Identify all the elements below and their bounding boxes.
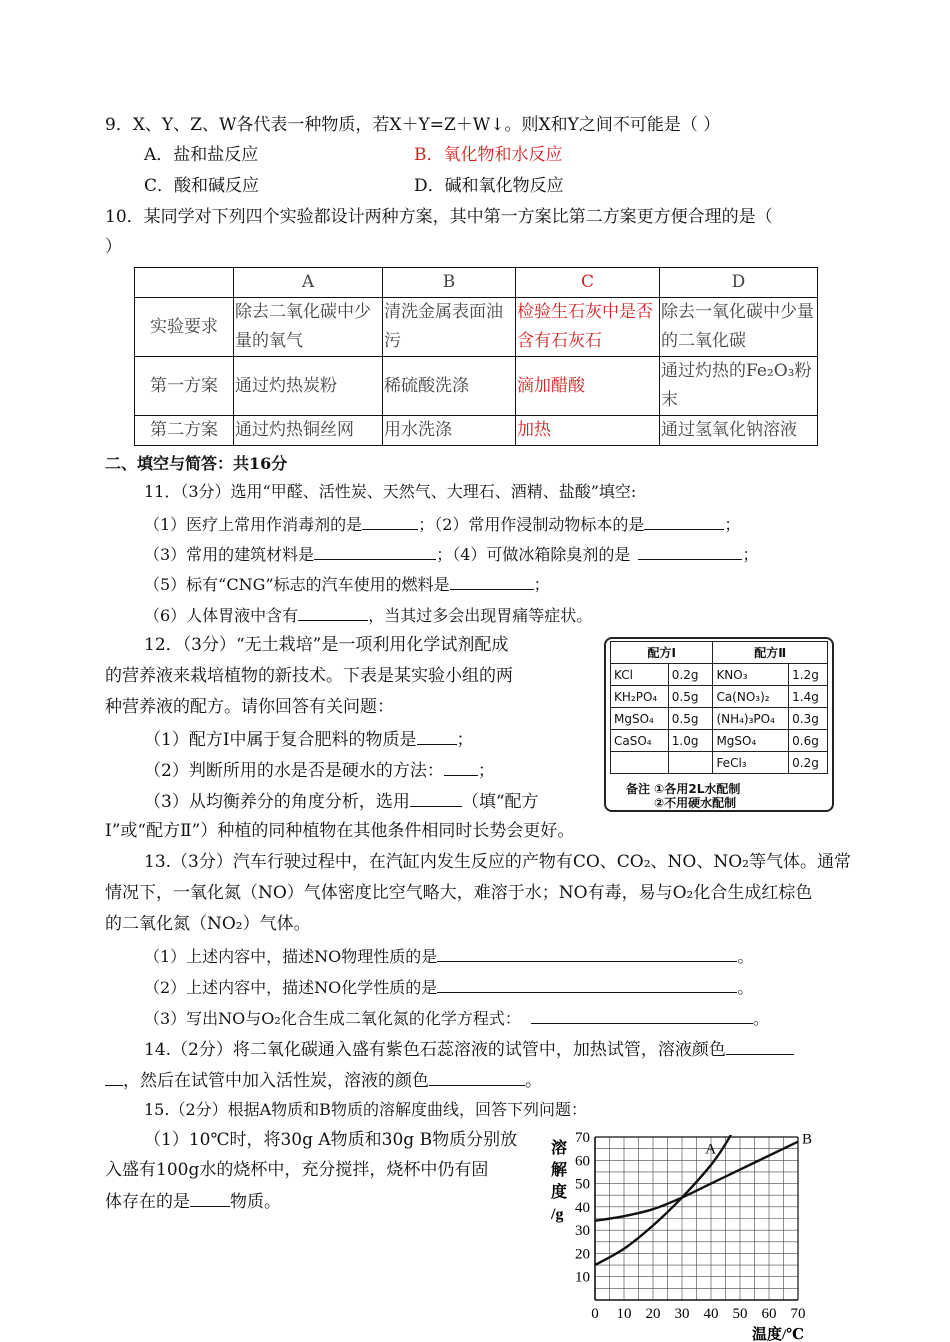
y-tick-label: 50 xyxy=(575,1176,590,1193)
formula-header-1: 配方Ⅰ xyxy=(611,642,713,664)
q13-sub3-text: （3）写出NO与O₂化合生成二氧化氮的化学方程式： xyxy=(144,1009,521,1028)
table-cell: 0.3g xyxy=(789,708,828,730)
q14-line2 xyxy=(105,1067,542,1093)
table-cell: KNO₃ xyxy=(713,664,789,686)
series-label-B: B xyxy=(802,1131,813,1148)
y-tick-label: 60 xyxy=(575,1153,590,1170)
answer-blank[interactable] xyxy=(410,788,462,807)
table-cell: 清洗金属表面油污 xyxy=(383,298,516,357)
x-tick-label: 30 xyxy=(674,1306,690,1322)
q11-part5: （5）标有“CNG”标志的汽车使用的燃料是 xyxy=(144,575,450,594)
nutrient-formula-table xyxy=(604,637,834,812)
x-tick-label: 10 xyxy=(616,1306,632,1322)
q12-text: Ⅰ”或“配方Ⅱ”）种植的同种植物在其他条件相同时长势会更好。 xyxy=(105,821,575,841)
q9-stem: 9．X、Y、Z、W各代表一种物质，若X＋Y=Z＋W↓。则X和Y之间不可能是（ ） xyxy=(105,115,721,135)
q11-punct: ； xyxy=(742,545,759,564)
answer-blank[interactable] xyxy=(298,602,368,621)
q14-line1 xyxy=(144,1036,794,1062)
table-cell: 0.5g xyxy=(668,708,713,730)
table-header-cell: D xyxy=(660,268,818,298)
x-tick-label: 50 xyxy=(732,1306,748,1322)
q15-line4 xyxy=(105,1188,281,1214)
solubility-chart xyxy=(540,1125,830,1342)
x-tick-label: 0 xyxy=(591,1306,599,1322)
answer-blank[interactable] xyxy=(429,1067,525,1086)
y-tick-label: 70 xyxy=(575,1130,590,1146)
answer-blank[interactable] xyxy=(314,541,436,560)
table-cell: 加热 xyxy=(516,416,660,446)
y-label-char: 度 xyxy=(551,1184,568,1201)
table-row xyxy=(135,298,818,357)
y-tick-label: 20 xyxy=(575,1246,590,1263)
table-cell: 1.4g xyxy=(789,686,828,708)
q15-text: （1）10℃时，将30g A物质和30g B物质分别放 xyxy=(144,1130,518,1150)
answer-blank[interactable] xyxy=(644,511,724,530)
q13-sub1-text: （1）上述内容中，描述NO物理性质的是 xyxy=(144,947,438,966)
q13-sub2-text: （2）上述内容中，描述NO化学性质的是 xyxy=(144,978,438,997)
table-row xyxy=(135,416,818,446)
table-header-row xyxy=(135,268,818,298)
x-tick-label: 60 xyxy=(761,1306,777,1322)
q11-part2: ；（2）常用作浸制动物标本的是 xyxy=(418,515,645,534)
y-tick-label: 40 xyxy=(575,1199,590,1216)
chart-grid xyxy=(595,1137,798,1300)
formula-header-2: 配方Ⅱ xyxy=(713,642,828,664)
x-tick-label: 70 xyxy=(790,1306,806,1322)
y-label-char: 溶 xyxy=(551,1140,568,1157)
answer-blank[interactable] xyxy=(531,1005,753,1024)
table-cell: Ca(NO₃)₂ xyxy=(713,686,789,708)
table-header-cell: C xyxy=(516,268,660,298)
table-cell: KH₂PO₄ xyxy=(611,686,669,708)
q13-punct: 。 xyxy=(752,1009,769,1028)
table-cell: 0.2g xyxy=(668,664,713,686)
table-cell: 1.0g xyxy=(668,730,713,752)
table-cell: 通过灼热的Fe₂O₃粉末 xyxy=(660,357,818,416)
x-tick-label: 40 xyxy=(703,1306,719,1322)
q11-part7: ，当其过多会出现胃痛等症状。 xyxy=(368,606,593,625)
section-heading: 二、填空与简答：共16分 xyxy=(105,454,288,473)
q12-punct: ； xyxy=(477,761,495,781)
answer-blank[interactable] xyxy=(190,1188,230,1207)
q11-part1: （1）医疗上常用作消毒剂的是 xyxy=(144,515,363,534)
y-label-char: /g xyxy=(551,1206,564,1223)
x-tick-label: 20 xyxy=(645,1306,661,1322)
table-cell: 通过灼热铜丝网 xyxy=(234,416,383,446)
q12-sub3-text: （3）从均衡养分的角度分析，选用 xyxy=(144,792,410,812)
answer-blank[interactable] xyxy=(105,1067,123,1086)
table-cell: CaSO₄ xyxy=(611,730,669,752)
table-cell: 0.6g xyxy=(789,730,828,752)
q11-part6: （6）人体胃液中含有 xyxy=(144,606,299,625)
series-label-A: A xyxy=(705,1141,717,1158)
q15-text: 入盛有100g水的烧杯中，充分搅拌，烧杯中仍有固 xyxy=(105,1160,489,1180)
q13-text: 情况下，一氧化氮（NO）气体密度比空气略大，难溶于水；NO有毒，易与O₂化合生成红棕色 xyxy=(105,883,813,903)
q12-sub2 xyxy=(144,757,495,783)
answer-blank[interactable] xyxy=(444,757,478,776)
q13-punct: 。 xyxy=(737,947,754,966)
table-cell: MgSO₄ xyxy=(611,708,669,730)
answer-blank[interactable] xyxy=(726,1036,794,1055)
formula-note xyxy=(626,782,740,810)
q14-text: 14.（2分）将二氧化碳通入盛有紫色石蕊溶液的试管中，加热试管，溶液颜色 xyxy=(144,1040,726,1060)
table-cell: 0.5g xyxy=(668,686,713,708)
table-row xyxy=(611,730,828,752)
table-row xyxy=(611,752,828,774)
q11-part4: ；（4）可做冰箱除臭剂的是 xyxy=(436,545,631,564)
q13-sub3 xyxy=(144,1005,769,1031)
table-cell: 检验生石灰中是否含有石灰石 xyxy=(516,298,660,357)
table-row xyxy=(135,357,818,416)
table-cell: 0.2g xyxy=(789,752,828,774)
q14-punct: 。 xyxy=(525,1071,542,1091)
q12-text: 种营养液的配方。请你回答有关问题： xyxy=(105,697,394,717)
q15-text: 体存在的是 xyxy=(105,1192,190,1212)
table-cell: KCl xyxy=(611,664,669,686)
q10-stem: 10．某同学对下列四个实验都设计两种方案，其中第一方案比第二方案更方便合理的是（ xyxy=(105,207,773,227)
y-tick-label: 10 xyxy=(575,1269,590,1286)
table-header-cell xyxy=(135,268,234,298)
table-row-header: 第二方案 xyxy=(135,416,234,446)
table-row xyxy=(611,686,828,708)
q12-sub2-text: （2）判断所用的水是否是硬水的方法： xyxy=(144,761,444,781)
q11-punct: ； xyxy=(533,575,550,594)
table-cell: 除去一氧化碳中少量的二氧化碳 xyxy=(660,298,818,357)
q9-option-a: A．盐和盐反应 xyxy=(144,145,259,165)
q10-comparison-table xyxy=(134,267,818,446)
table-cell: (NH₄)₃PO₄ xyxy=(713,708,789,730)
table-cell: FeCl₃ xyxy=(713,752,789,774)
q13-text: 13.（3分）汽车行驶过程中，在汽缸内发生反应的产物有CO、CO₂、NO、NO₂等气体。通常 xyxy=(144,852,851,872)
answer-blank[interactable] xyxy=(417,726,457,745)
y-label-char: 解 xyxy=(551,1162,568,1179)
q15-stem: 15.（2分）根据A物质和B物质的溶解度曲线，回答下列问题： xyxy=(144,1100,587,1119)
q12-text: 的营养液来栽培植物的新技术。下表是某实验小组的两 xyxy=(105,666,513,686)
table-cell: 通过氢氧化钠溶液 xyxy=(660,416,818,446)
table-row xyxy=(611,664,828,686)
table-row-header: 第一方案 xyxy=(135,357,234,416)
q15-text: 物质。 xyxy=(230,1192,281,1212)
table-row-header: 实验要求 xyxy=(135,298,234,357)
answer-blank[interactable] xyxy=(450,571,534,590)
q12-text: 12．（3分）“无土栽培”是一项利用化学试剂配成 xyxy=(144,635,509,655)
q11-punct: ； xyxy=(724,515,741,534)
q13-text: 的二氧化氮（NO₂）气体。 xyxy=(105,914,311,934)
table-header-cell: A xyxy=(234,268,383,298)
answer-blank[interactable] xyxy=(638,541,742,560)
q11-line4 xyxy=(144,602,592,628)
q11-line3 xyxy=(144,571,550,597)
formula-note-2: ②不用硬水配制 xyxy=(654,796,737,810)
q11-line2 xyxy=(144,541,758,567)
q14-text: ，然后在试管中加入活性炭，溶液的颜色 xyxy=(123,1071,429,1091)
formula-note-1: 备注 ①各用2L水配制 xyxy=(626,782,741,796)
table-cell: 通过灼热炭粉 xyxy=(234,357,383,416)
table-cell: 用水洗涤 xyxy=(383,416,516,446)
table-cell: 除去二氧化碳中少量的氧气 xyxy=(234,298,383,357)
answer-blank[interactable] xyxy=(437,943,737,962)
q13-sub2 xyxy=(144,974,753,1000)
answer-blank[interactable] xyxy=(437,974,737,993)
q12-sub1-text: （1）配方Ⅰ中属于复合肥料的物质是 xyxy=(144,730,417,750)
table-cell xyxy=(611,752,669,774)
table-cell: 1.2g xyxy=(789,664,828,686)
table-cell: 稀硫酸洗涤 xyxy=(383,357,516,416)
q11-part3: （3）常用的建筑材料是 xyxy=(144,545,315,564)
q13-sub1 xyxy=(144,943,753,969)
q11-line1 xyxy=(144,511,740,537)
chart-ylabel xyxy=(550,1138,568,1223)
table-header-cell: B xyxy=(383,268,516,298)
y-tick-label: 30 xyxy=(575,1223,590,1240)
q12-sub1 xyxy=(144,726,474,752)
q9-option-c: C．酸和碱反应 xyxy=(144,176,260,196)
q10-stem-end: ） xyxy=(105,237,122,257)
q9-option-b: B．氧化物和水反应 xyxy=(414,145,563,165)
table-cell: MgSO₄ xyxy=(713,730,789,752)
q13-punct: 。 xyxy=(737,978,754,997)
table-cell xyxy=(668,752,713,774)
table-cell: 滴加醋酸 xyxy=(516,357,660,416)
table-row xyxy=(611,708,828,730)
q12-sub3-text2: （填“配方 xyxy=(461,792,539,812)
q12-punct: ； xyxy=(456,730,474,750)
q12-sub3 xyxy=(144,788,539,814)
q11-stem: 11．（3分）选用“甲醛、活性炭、天然气、大理石、酒精、盐酸”填空: xyxy=(144,482,637,501)
q9-option-d: D．碱和氧化物反应 xyxy=(414,176,564,196)
answer-blank[interactable] xyxy=(362,511,418,530)
chart-xlabel: 温度/℃ xyxy=(752,1327,805,1342)
